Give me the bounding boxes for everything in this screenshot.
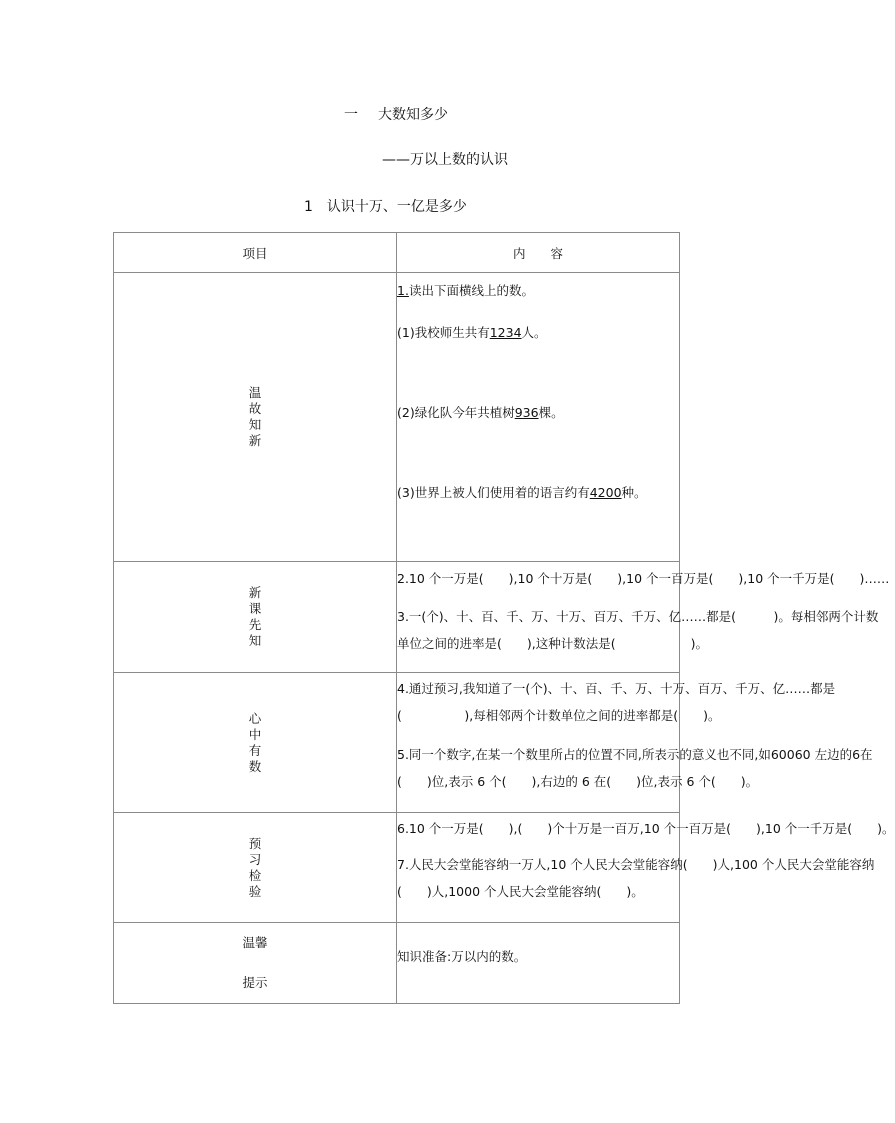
column-header-content: 内 容 [397, 233, 680, 273]
question-1b-prefix: (2)绿化队今年共植树 [397, 405, 515, 420]
question-6: 6.10 个一万是( ),( )个十万是一百万,10 个一百万是( ),10 个一千万是( )。 [397, 821, 895, 836]
section-review [114, 273, 680, 562]
section-knowing [114, 673, 680, 813]
question-5-line-1: 5.同一个数字,在某一个数里所占的位置不同,所表示的意义也不同,如60060 左边的6在 [397, 747, 873, 762]
question-1c-suffix: 种。 [621, 485, 647, 500]
question-1a-number: 1234 [489, 325, 522, 340]
section-label-check: 预习检验 [248, 835, 262, 899]
question-1-number: 1. [397, 283, 409, 298]
section-label-tip-top: 温馨 [242, 935, 268, 950]
question-1c-number: 4200 [589, 485, 622, 500]
question-1c [397, 484, 679, 502]
question-2: 2.10 个一万是( ),10 个十万是( ),10 个一百万是( ),10 个一千万是( )…… [397, 571, 890, 586]
question-1a-prefix: (1)我校师生共有 [397, 325, 490, 340]
question-3-line-1: 3.一(个)、十、百、千、万、十万、百万、千万、亿……都是( )。每相邻两个计数 [397, 609, 879, 624]
column-header-item: 项目 [114, 233, 397, 273]
question-3-line-2: 单位之间的进率是( ),这种计数法是( )。 [397, 636, 708, 651]
question-1c-prefix: (3)世界上被人们使用着的语言约有 [397, 485, 590, 500]
section-label-tip-bottom: 提示 [242, 975, 268, 990]
lesson-number: 1 [304, 199, 313, 215]
question-1a-suffix: 人。 [521, 325, 547, 340]
chapter-subtitle: ——万以上数的认识 [382, 152, 508, 168]
section-check [114, 813, 680, 923]
question-1b-suffix: 棵。 [538, 405, 564, 420]
lesson-title [304, 196, 467, 216]
question-1a [397, 324, 679, 342]
section-tip [114, 923, 680, 1004]
chapter-title [344, 104, 448, 124]
chapter-number: 一 [344, 107, 358, 123]
question-1 [397, 282, 679, 300]
question-7-line-1: 7.人民大会堂能容纳一万人,10 个人民大会堂能容纳( )人,100 个人民大会堂能容纳 [397, 857, 875, 872]
section-label-review: 温故知新 [248, 385, 262, 448]
question-4-line-1: 4.通过预习,我知道了一(个)、十、百、千、万、十万、百万、千万、亿……都是 [397, 681, 836, 696]
table-header-row [114, 233, 680, 273]
question-5-line-2: ( )位,表示 6 个( ),右边的 6 在( )位,表示 6 个( )。 [397, 774, 759, 789]
section-label-knowing: 心中有数 [248, 710, 262, 774]
lesson-table [113, 232, 895, 1004]
question-4-line-2: ( ),每相邻两个计数单位之间的进率都是( )。 [397, 708, 721, 723]
section-label-preview: 新课先知 [248, 585, 262, 648]
question-1-text: 读出下面横线上的数。 [408, 283, 534, 298]
section-preview [114, 562, 680, 673]
question-7-line-2: ( )人,1000 个人民大会堂能容纳( )。 [397, 884, 644, 899]
tip-text: 知识准备:万以内的数。 [397, 949, 527, 964]
lesson-title-text: 认识十万、一亿是多少 [326, 199, 467, 215]
question-1b [397, 404, 679, 422]
question-1b-number: 936 [514, 405, 539, 420]
chapter-title-text: 大数知多少 [378, 107, 448, 123]
